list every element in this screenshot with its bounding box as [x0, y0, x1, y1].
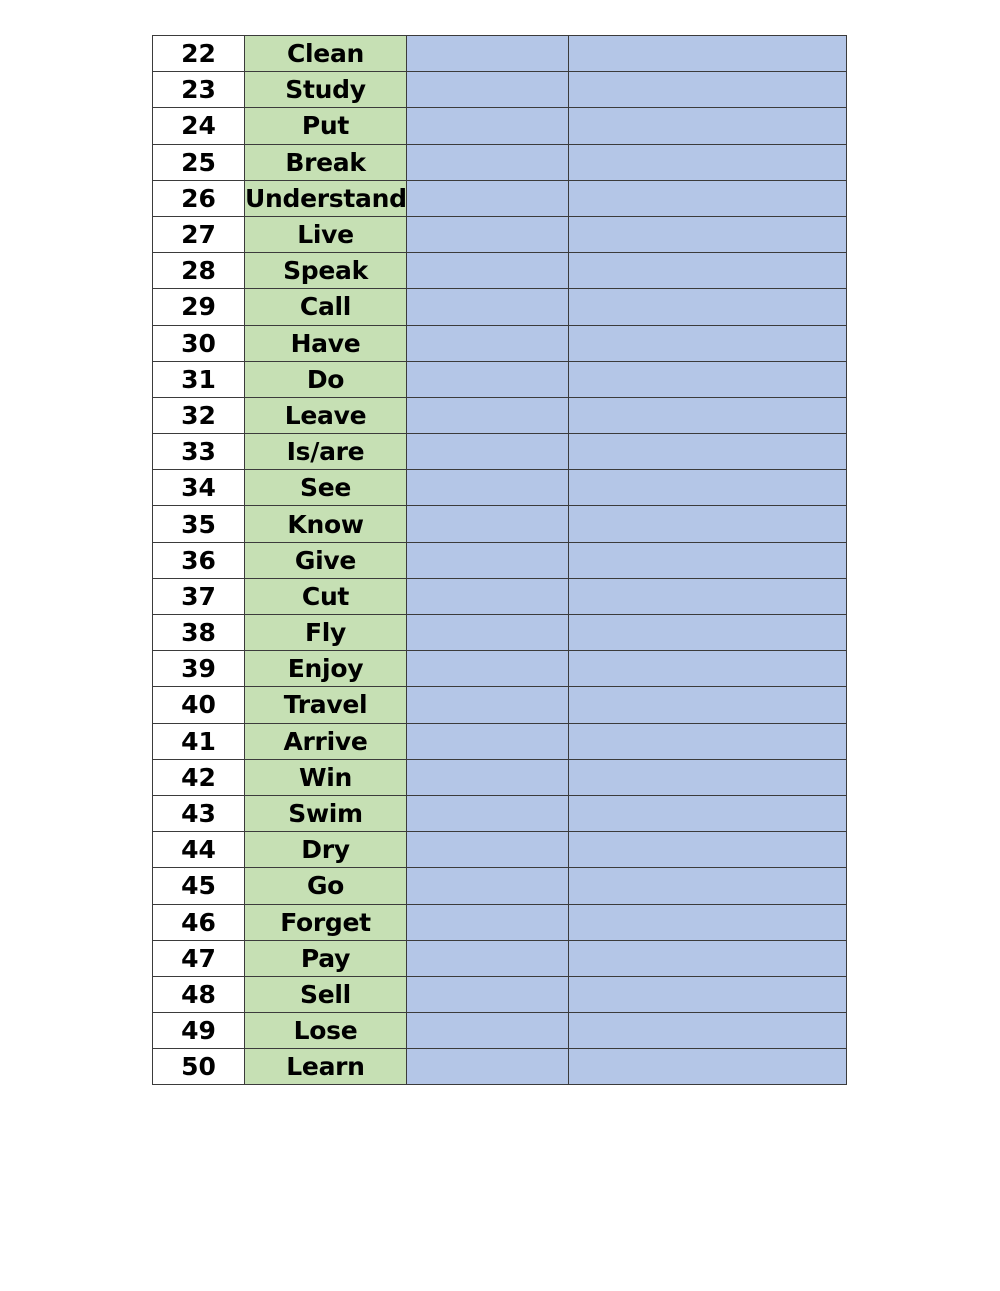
table-row	[153, 36, 847, 72]
row-number: 49	[153, 1013, 245, 1049]
verb-cell: Go	[245, 868, 407, 904]
verb-cell: See	[245, 470, 407, 506]
verb-cell: Clean	[245, 36, 407, 72]
row-number: 28	[153, 253, 245, 289]
answer-cell-translation[interactable]	[569, 289, 847, 325]
answer-cell-past[interactable]	[407, 72, 569, 108]
answer-cell-translation[interactable]	[569, 795, 847, 831]
table-row	[153, 216, 847, 252]
answer-cell-past[interactable]	[407, 1049, 569, 1085]
answer-cell-translation[interactable]	[569, 868, 847, 904]
verb-cell: Cut	[245, 578, 407, 614]
table-row	[153, 470, 847, 506]
row-number: 48	[153, 976, 245, 1012]
answer-cell-past[interactable]	[407, 940, 569, 976]
answer-cell-past[interactable]	[407, 325, 569, 361]
row-number: 43	[153, 795, 245, 831]
answer-cell-translation[interactable]	[569, 506, 847, 542]
verb-cell: Enjoy	[245, 651, 407, 687]
table-row	[153, 253, 847, 289]
row-number: 23	[153, 72, 245, 108]
row-number: 47	[153, 940, 245, 976]
answer-cell-past[interactable]	[407, 289, 569, 325]
answer-cell-translation[interactable]	[569, 976, 847, 1012]
table-row	[153, 1013, 847, 1049]
table-row	[153, 832, 847, 868]
verb-table	[152, 35, 847, 1085]
row-number: 24	[153, 108, 245, 144]
answer-cell-translation[interactable]	[569, 72, 847, 108]
answer-cell-past[interactable]	[407, 108, 569, 144]
answer-cell-translation[interactable]	[569, 434, 847, 470]
verb-cell: Put	[245, 108, 407, 144]
answer-cell-translation[interactable]	[569, 325, 847, 361]
table-row	[153, 397, 847, 433]
table-row	[153, 180, 847, 216]
row-number: 34	[153, 470, 245, 506]
answer-cell-past[interactable]	[407, 36, 569, 72]
row-number: 33	[153, 434, 245, 470]
verb-table-body	[153, 36, 847, 1085]
verb-cell: Learn	[245, 1049, 407, 1085]
verb-cell: Live	[245, 216, 407, 252]
row-number: 50	[153, 1049, 245, 1085]
answer-cell-past[interactable]	[407, 470, 569, 506]
answer-cell-translation[interactable]	[569, 108, 847, 144]
answer-cell-past[interactable]	[407, 723, 569, 759]
table-row	[153, 108, 847, 144]
verb-cell: Sell	[245, 976, 407, 1012]
row-number: 38	[153, 615, 245, 651]
row-number: 37	[153, 578, 245, 614]
table-row	[153, 795, 847, 831]
answer-cell-past[interactable]	[407, 687, 569, 723]
table-row	[153, 361, 847, 397]
answer-cell-past[interactable]	[407, 180, 569, 216]
verb-cell: Know	[245, 506, 407, 542]
answer-cell-translation[interactable]	[569, 759, 847, 795]
row-number: 27	[153, 216, 245, 252]
verb-cell: Forget	[245, 904, 407, 940]
answer-cell-past[interactable]	[407, 1013, 569, 1049]
table-row	[153, 144, 847, 180]
row-number: 39	[153, 651, 245, 687]
table-row	[153, 687, 847, 723]
verb-cell: Lose	[245, 1013, 407, 1049]
table-row	[153, 868, 847, 904]
row-number: 29	[153, 289, 245, 325]
answer-cell-translation[interactable]	[569, 723, 847, 759]
verb-cell: Break	[245, 144, 407, 180]
verb-cell: Have	[245, 325, 407, 361]
verb-cell: Understand	[245, 180, 407, 216]
table-row	[153, 615, 847, 651]
verb-cell: Swim	[245, 795, 407, 831]
answer-cell-translation[interactable]	[569, 36, 847, 72]
row-number: 40	[153, 687, 245, 723]
answer-cell-translation[interactable]	[569, 361, 847, 397]
answer-cell-past[interactable]	[407, 144, 569, 180]
table-row	[153, 325, 847, 361]
verb-cell: Dry	[245, 832, 407, 868]
answer-cell-past[interactable]	[407, 651, 569, 687]
table-row	[153, 434, 847, 470]
verb-cell: Speak	[245, 253, 407, 289]
table-row	[153, 904, 847, 940]
row-number: 44	[153, 832, 245, 868]
answer-cell-translation[interactable]	[569, 397, 847, 433]
table-row	[153, 578, 847, 614]
answer-cell-translation[interactable]	[569, 180, 847, 216]
table-row	[153, 651, 847, 687]
row-number: 36	[153, 542, 245, 578]
verb-cell: Give	[245, 542, 407, 578]
row-number: 26	[153, 180, 245, 216]
answer-cell-translation[interactable]	[569, 904, 847, 940]
table-row	[153, 72, 847, 108]
verb-cell: Study	[245, 72, 407, 108]
verb-cell: Pay	[245, 940, 407, 976]
verb-cell: Is/are	[245, 434, 407, 470]
answer-cell-past[interactable]	[407, 795, 569, 831]
verb-cell: Leave	[245, 397, 407, 433]
answer-cell-translation[interactable]	[569, 470, 847, 506]
verb-cell: Do	[245, 361, 407, 397]
answer-cell-translation[interactable]	[569, 832, 847, 868]
verb-cell: Win	[245, 759, 407, 795]
row-number: 31	[153, 361, 245, 397]
answer-cell-past[interactable]	[407, 976, 569, 1012]
table-row	[153, 723, 847, 759]
verb-cell: Travel	[245, 687, 407, 723]
answer-cell-translation[interactable]	[569, 651, 847, 687]
table-row	[153, 940, 847, 976]
answer-cell-translation[interactable]	[569, 144, 847, 180]
answer-cell-translation[interactable]	[569, 542, 847, 578]
answer-cell-past[interactable]	[407, 434, 569, 470]
row-number: 25	[153, 144, 245, 180]
answer-cell-past[interactable]	[407, 904, 569, 940]
answer-cell-translation[interactable]	[569, 253, 847, 289]
answer-cell-past[interactable]	[407, 868, 569, 904]
verb-cell: Arrive	[245, 723, 407, 759]
table-row	[153, 506, 847, 542]
answer-cell-past[interactable]	[407, 361, 569, 397]
answer-cell-past[interactable]	[407, 759, 569, 795]
answer-cell-past[interactable]	[407, 216, 569, 252]
answer-cell-translation[interactable]	[569, 615, 847, 651]
row-number: 22	[153, 36, 245, 72]
answer-cell-past[interactable]	[407, 832, 569, 868]
row-number: 45	[153, 868, 245, 904]
table-row	[153, 289, 847, 325]
answer-cell-past[interactable]	[407, 253, 569, 289]
answer-cell-past[interactable]	[407, 615, 569, 651]
answer-cell-past[interactable]	[407, 397, 569, 433]
answer-cell-translation[interactable]	[569, 1013, 847, 1049]
table-row	[153, 976, 847, 1012]
answer-cell-translation[interactable]	[569, 578, 847, 614]
verb-cell: Call	[245, 289, 407, 325]
row-number: 41	[153, 723, 245, 759]
row-number: 46	[153, 904, 245, 940]
row-number: 32	[153, 397, 245, 433]
answer-cell-translation[interactable]	[569, 1049, 847, 1085]
answer-cell-past[interactable]	[407, 578, 569, 614]
answer-cell-past[interactable]	[407, 542, 569, 578]
verb-cell: Fly	[245, 615, 407, 651]
row-number: 30	[153, 325, 245, 361]
answer-cell-past[interactable]	[407, 506, 569, 542]
answer-cell-translation[interactable]	[569, 940, 847, 976]
table-row	[153, 1049, 847, 1085]
answer-cell-translation[interactable]	[569, 216, 847, 252]
answer-cell-translation[interactable]	[569, 687, 847, 723]
row-number: 35	[153, 506, 245, 542]
table-row	[153, 759, 847, 795]
row-number: 42	[153, 759, 245, 795]
table-row	[153, 542, 847, 578]
